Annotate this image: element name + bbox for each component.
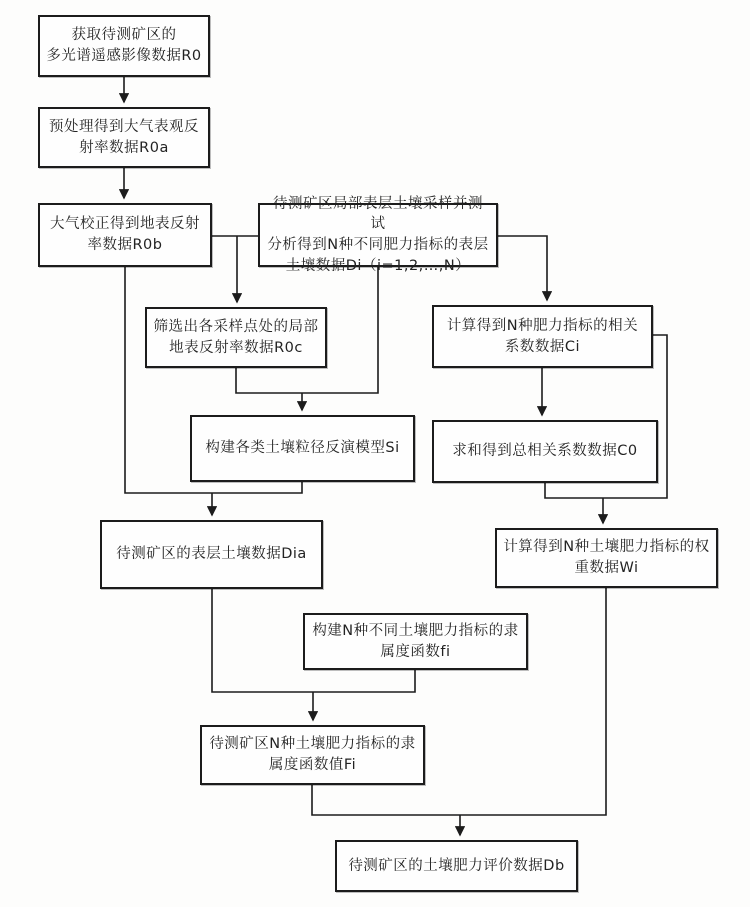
flowchart-box-evaluation-db: 待测矿区的土壤肥力评价数据Db <box>335 840 578 892</box>
flowchart-box-model-si: 构建各类土壤粒径反演模型Si <box>190 415 415 482</box>
flowchart-box-membershipfn-fi: 构建N种不同土壤肥力指标的隶 属度函数fi <box>303 613 528 670</box>
flowchart-box-soil-dia: 待测矿区的表层土壤数据Dia <box>100 520 323 589</box>
flowchart-box-weight-wi: 计算得到N种土壤肥力指标的权 重数据Wi <box>495 528 718 588</box>
flowchart-box-membershipval-fi: 待测矿区N种土壤肥力指标的隶 属度函数值Fi <box>200 725 425 785</box>
flowchart-box-sampling-di: 待测矿区局部表层土壤采样并测试 分析得到N种不同肥力指标的表层 土壤数据Di（i=1,2,…,N） <box>258 203 498 267</box>
flowchart-box-acquire-r0: 获取待测矿区的 多光谱遥感影像数据R0 <box>38 15 210 77</box>
flowchart-box-preprocess-r0a: 预处理得到大气表观反 射率数据R0a <box>38 107 210 168</box>
arrow-di-to-ci <box>498 236 547 300</box>
flowchart-box-sum-c0: 求和得到总相关系数数据C0 <box>432 420 658 483</box>
flowchart-box-correlation-ci: 计算得到N种肥力指标的相关 系数数据Ci <box>432 305 653 368</box>
flowchart-box-filter-r0c: 筛选出各采样点处的局部 地表反射率数据R0c <box>145 307 327 368</box>
flowchart-box-atmcorrect-r0b: 大气校正得到地表反射 率数据R0b <box>38 203 212 267</box>
